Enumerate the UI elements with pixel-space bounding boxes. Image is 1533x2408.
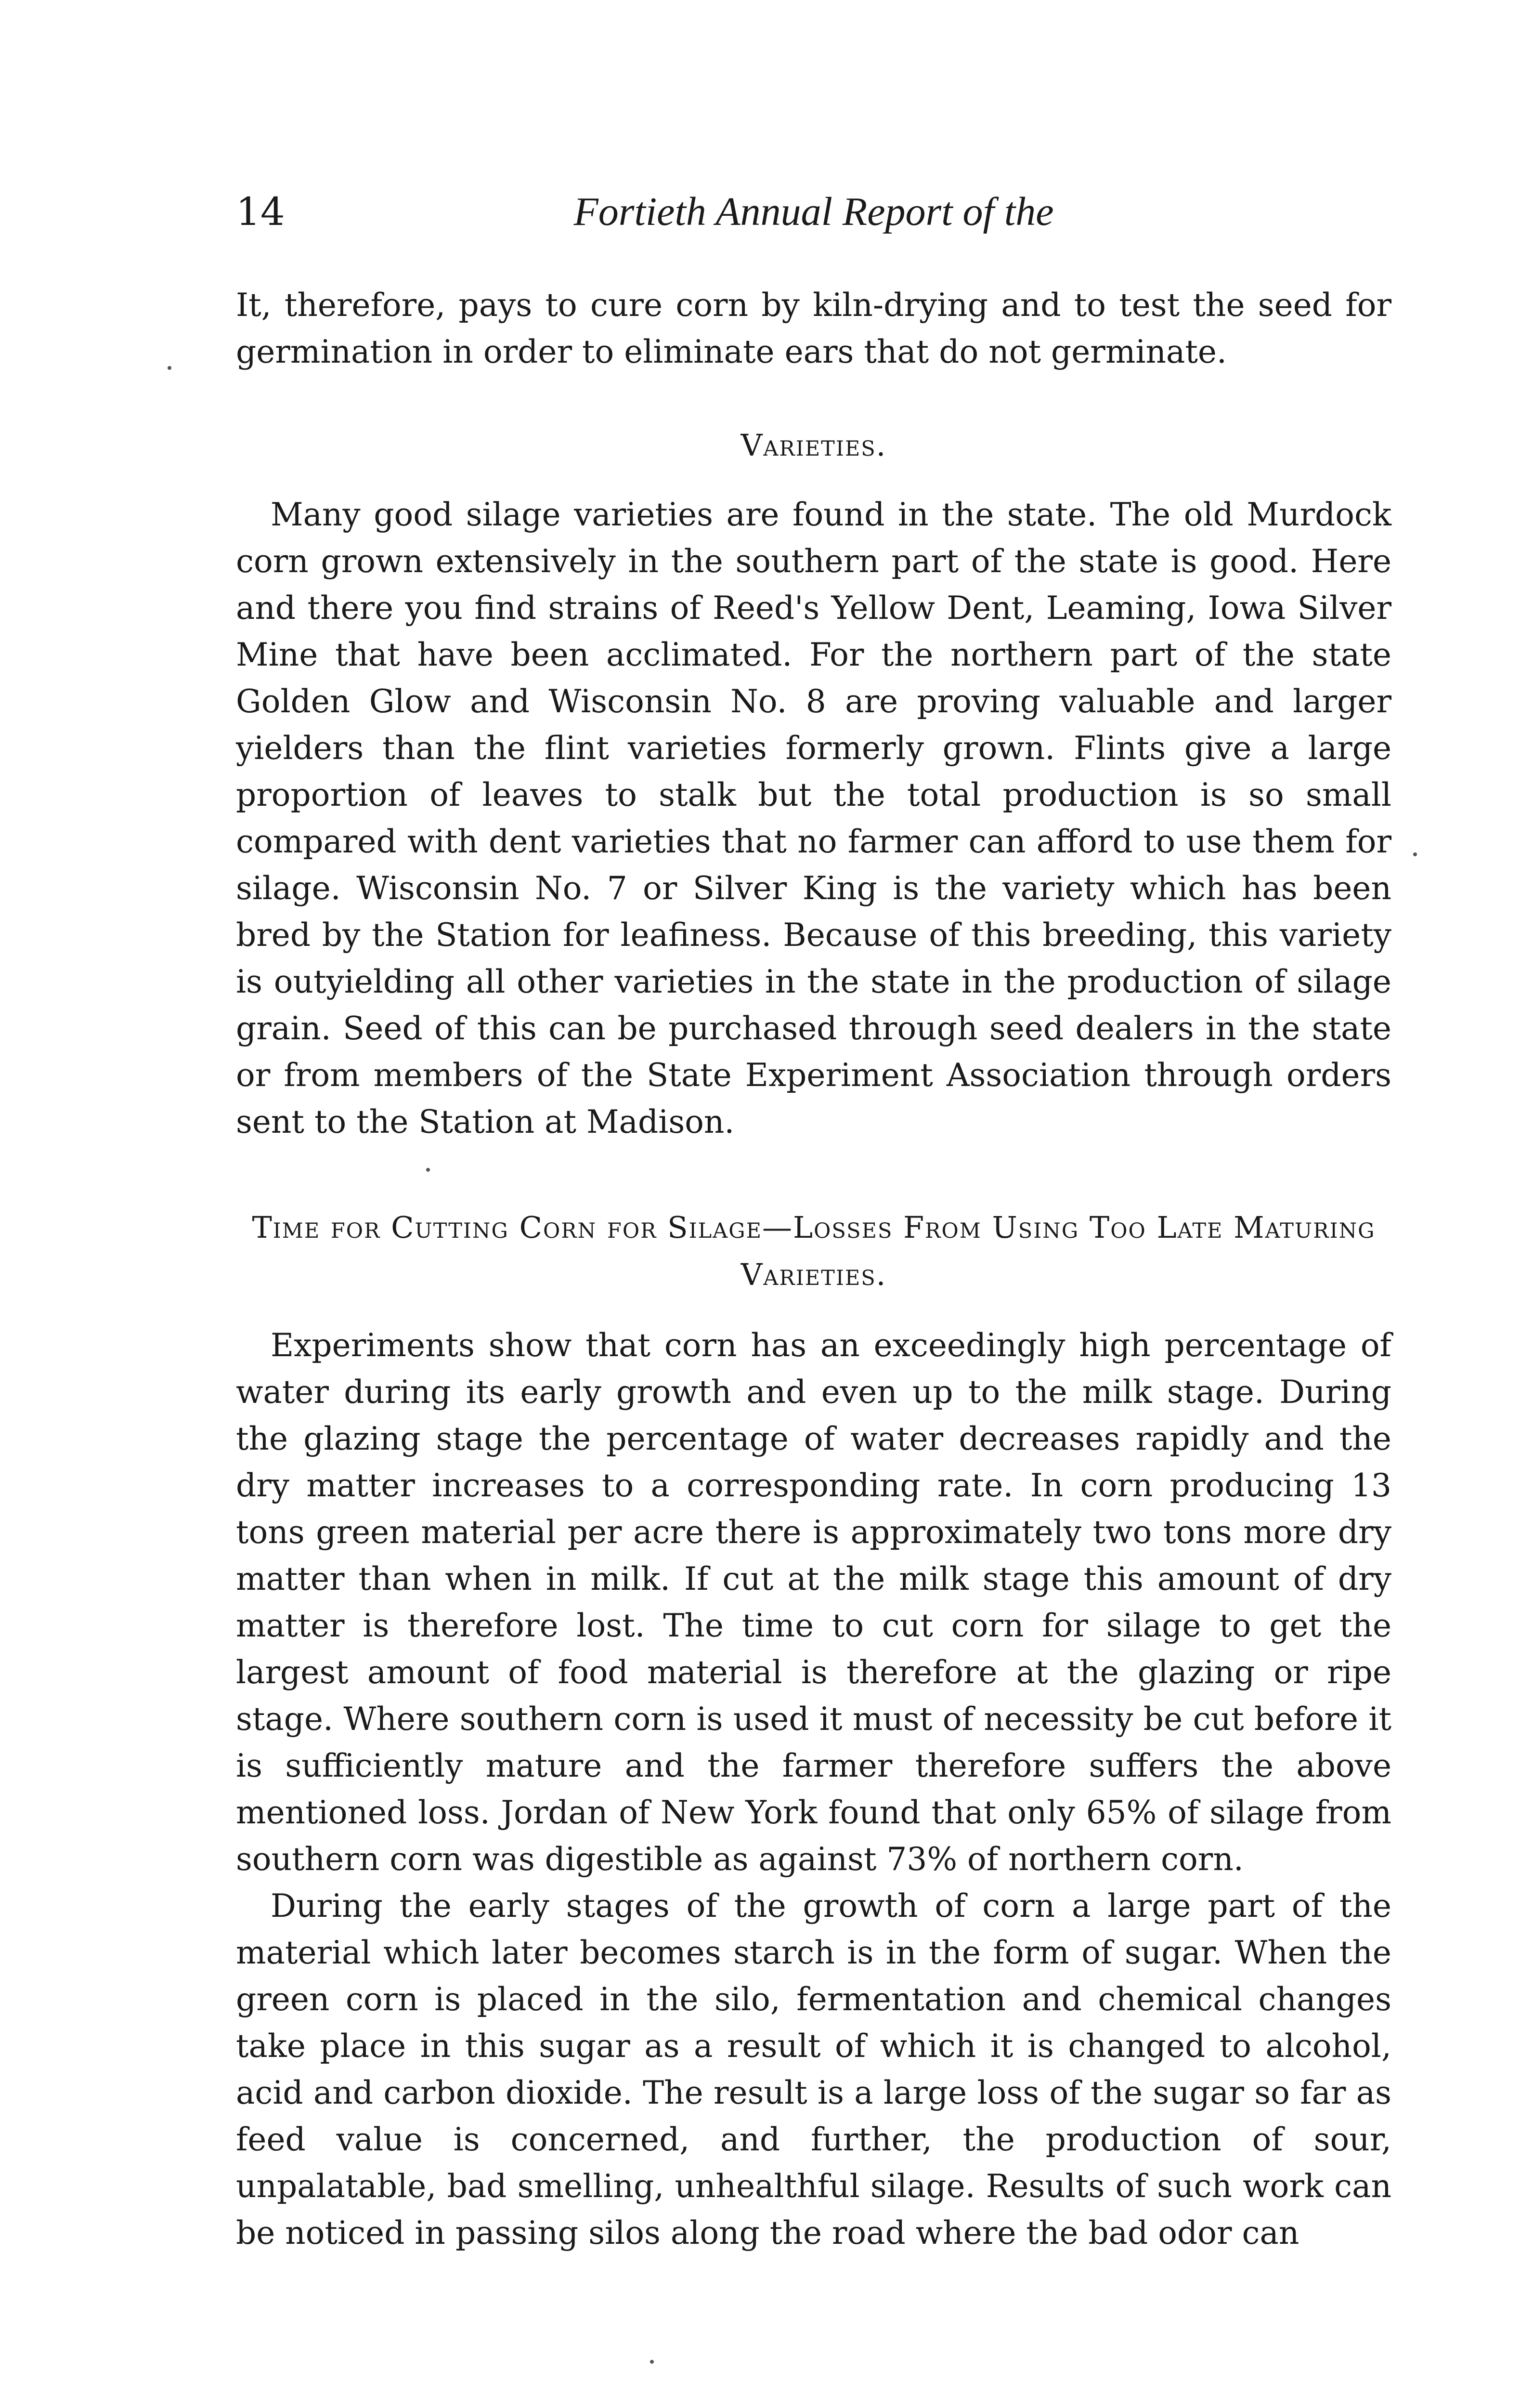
varieties-heading: Varieties.	[741, 428, 887, 463]
print-speck	[168, 366, 171, 370]
print-speck	[1413, 852, 1417, 856]
print-speck	[650, 2360, 654, 2364]
intro-paragraph: It, therefore, pays to cure corn by kiln-drying and to test the seed for germination in order to eliminate ears that do not germinate.	[236, 287, 1391, 370]
print-speck	[426, 1168, 430, 1172]
page-number: 14	[236, 189, 285, 234]
varieties-paragraph: Many good silage varieties are found in the state. The old Murdock corn grown extensively in the southern part of the state is good. Here and there you find strains of Reed's Yellow Dent, Leaming, Iowa Silver Mine that have been acclimated. For the northern part of the state Golden Glow and Wisconsin No. 8 are proving valuable and larger yielders than the flint varieties formerly grown. Flints give a large proportion of leaves to stalk but the total production is so small compared with dent varieties that no farmer can afford to use them for silage. Wisconsin No. 7 or Silver King is the variety which has been bred by the Station for leafiness. Because of this breeding, this variety is outyielding all other varieties in the state in the production of silage grain. Seed of this can be purchased through seed dealers in the state or from members of the State Experiment Association through orders sent to the Station at Madison.	[236, 496, 1391, 1140]
varieties-block	[236, 491, 1391, 1145]
cutting-heading: Time for Cutting Corn for Silage—Losses From Using Too Late Maturing Varieties.	[252, 1210, 1376, 1292]
running-title: Fortieth Annual Report of the	[573, 189, 1054, 234]
cutting-paragraph-1: Experiments show that corn has an exceedingly high percentage of water during its early growth and even up to the milk stage. During the glazing stage the percentage of water decreases rapidly and the dry matter increases to a corresponding rate. In corn producing 13 tons green material per acre there is approximately two tons more dry matter than when in milk. If cut at the milk stage this amount of dry matter is therefore lost. The time to cut corn for silage to get the largest amount of food material is therefore at the glazing or ripe stage. Where southern corn is used it must of necessity be cut before it is sufficiently mature and the farmer therefore suffers the above mentioned loss. Jordan of New York found that only 65% of silage from southern corn was digestible as against 73% of northern corn.	[236, 1327, 1391, 1878]
cutting-block	[236, 1322, 1391, 2256]
intro-block	[236, 282, 1391, 378]
running-head	[236, 185, 1391, 238]
cutting-paragraph-2: During the early stages of the growth of corn a large part of the material which later becomes starch is in the form of sugar. When the green corn is placed in the silo, fermentation and chemical changes take place in this sugar as a result of which it is changed to alcohol, acid and carbon dioxide. The result is a large loss of the sugar so far as feed value is concerned, and further, the production of sour, unpalatable, bad smelling, unhealthful silage. Results of such work can be noticed in passing silos along the road where the bad odor can	[236, 1887, 1391, 2251]
